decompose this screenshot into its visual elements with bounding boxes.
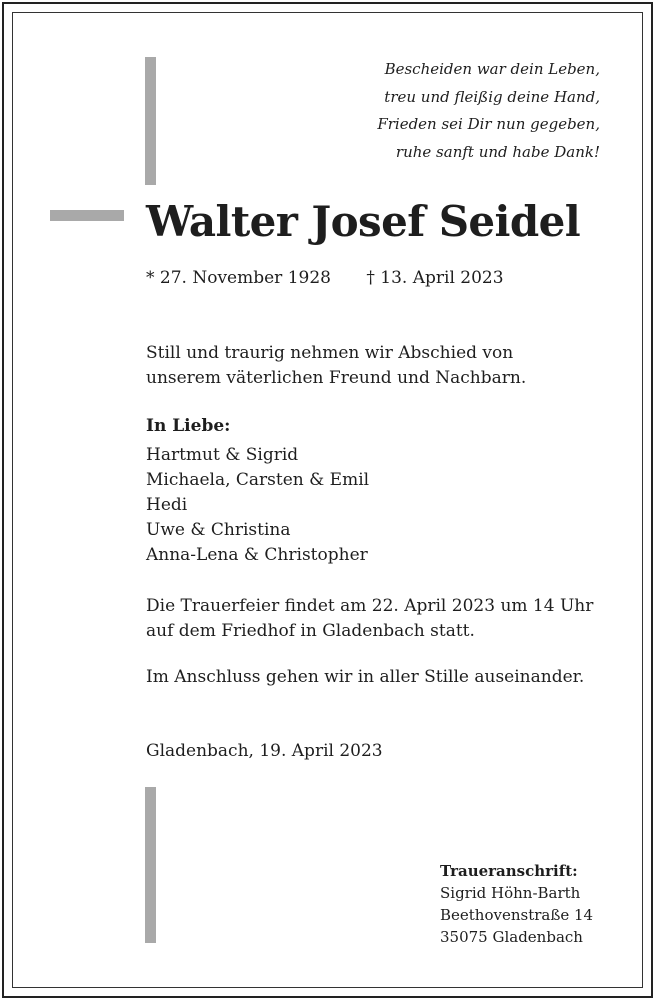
cross-upper-beam: [145, 57, 156, 185]
verse-line: Bescheiden war dein Leben,: [384, 60, 600, 78]
address-heading: Traueranschrift:: [440, 862, 578, 880]
closing-note: Im Anschluss gehen wir in aller Stille auseinander.: [146, 667, 585, 687]
death-date: † 13. April 2023: [366, 268, 504, 288]
mourner-entry: Hartmut & Sigrid: [146, 445, 299, 465]
mourner-entry: Michaela, Carsten & Emil: [146, 470, 370, 490]
verse-line: ruhe sanft und habe Dank!: [395, 142, 600, 161]
funeral-service-info: [146, 594, 593, 644]
mourning-address: [440, 860, 593, 948]
deceased-name: Walter Josef Seidel: [146, 197, 581, 246]
mourner-entry: Hedi: [146, 495, 188, 515]
place-and-date: Gladenbach, 19. April 2023: [146, 741, 383, 761]
life-dates: [146, 268, 504, 288]
memorial-verse: [368, 56, 600, 166]
mourner-entry: Anna-Lena & Christopher: [146, 545, 368, 565]
mourner-entry: Uwe & Christina: [146, 520, 291, 540]
cross-lower-beam: [145, 787, 156, 943]
text-line: unserem väterlichen Freund und Nachbarn.: [146, 368, 527, 388]
mourners-heading: In Liebe:: [146, 416, 231, 436]
verse-line: treu und fleißig deine Hand,: [384, 87, 600, 106]
verse-line: Frieden sei Dir nun gegeben,: [377, 115, 600, 133]
cross-crossbar: [50, 210, 124, 221]
text-line: Still und traurig nehmen wir Abschied von: [146, 343, 514, 363]
text-line: auf dem Friedhof in Gladenbach statt.: [146, 621, 475, 641]
address-line: 35075 Gladenbach: [440, 928, 583, 946]
mourners-list: [146, 443, 369, 568]
farewell-text: [146, 341, 526, 391]
address-line: Sigrid Höhn-Barth: [440, 884, 581, 902]
address-line: Beethovenstraße 14: [440, 906, 594, 924]
birth-date: * 27. November 1928: [146, 268, 331, 288]
text-line: Die Trauerfeier findet am 22. April 2023 um 14 Uhr: [146, 596, 594, 616]
